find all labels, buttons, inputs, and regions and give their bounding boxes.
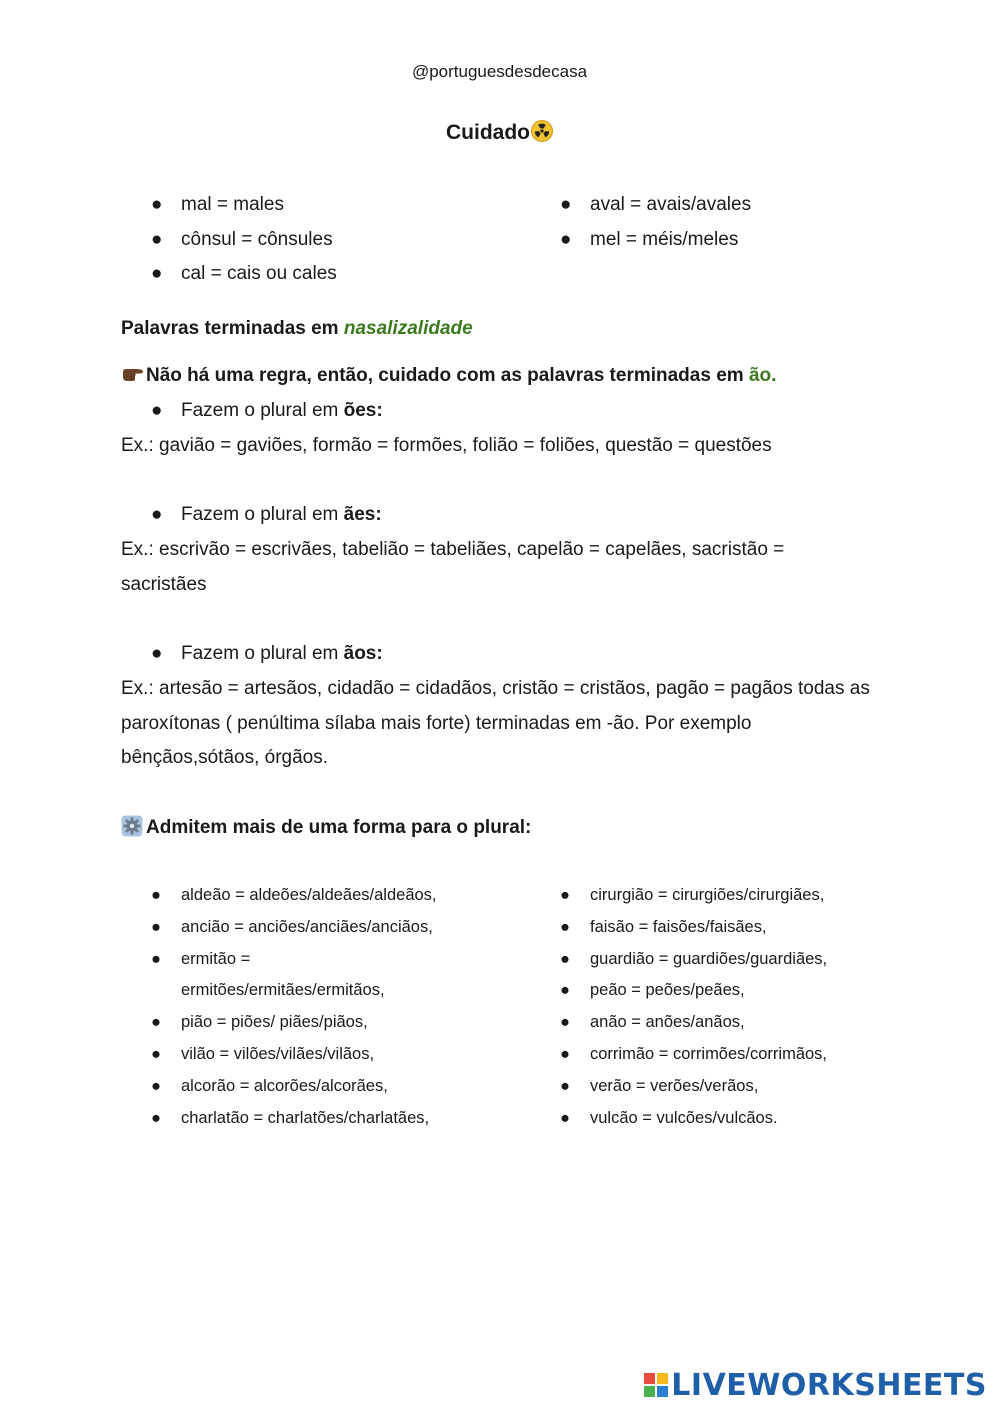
group-2-example: Ex.: escrivão = escrivães, tabelião = tabeliães, capelão = capelães, sacristão = sacristães	[121, 539, 785, 595]
list-item: ● vulcão = vulcões/vulcãos.	[560, 1108, 778, 1127]
group-1-example: Ex.: gavião = gaviões, formão = formões, folião = foliões, questão = questões	[121, 435, 772, 456]
list-item: ● Fazem o plural em ãos:	[151, 643, 383, 664]
cuidado-list-left	[121, 188, 521, 292]
list-item: ● vilão = vilões/vilães/vilãos,	[151, 1044, 375, 1063]
list-item: ● verão = verões/verãos,	[560, 1076, 759, 1095]
radioactive-icon	[531, 120, 553, 142]
nasal-heading: Palavras terminadas em nasalizalidade	[121, 318, 473, 339]
gear-icon	[121, 815, 143, 837]
admit-heading: Admitem mais de uma forma para o plural:	[121, 811, 901, 846]
list-item: ● ermitão = ermitões/ermitães/ermitãos,	[151, 949, 385, 1000]
page-title	[0, 120, 999, 145]
list-item: ● mel = méis/meles	[560, 228, 739, 250]
list-item: ● alcorão = alcorões/alcorães,	[151, 1076, 388, 1095]
list-item: ● aldeão = aldeões/aldeães/aldeãos,	[151, 886, 437, 904]
list-item: ● peão = peões/peães,	[560, 981, 745, 1000]
group-1-bullet	[121, 394, 901, 429]
list-item: ● pião = piões/ piães/piãos,	[151, 1013, 368, 1032]
list-item: ● cônsul = cônsules	[151, 228, 333, 250]
list-item: ● corrimão = corrimões/corrimãos,	[560, 1044, 828, 1063]
list-item: ● mal = males	[151, 194, 284, 215]
list-item: ● cirurgião = cirurgiões/cirurgiães,	[560, 886, 825, 904]
list-item: ● charlatão = charlatões/charlatães,	[151, 1108, 430, 1127]
list-item: ● anão = anões/anãos,	[560, 1013, 745, 1032]
title-text: Cuidado	[446, 121, 530, 144]
header-handle: @portuguesdesdecasa	[411, 62, 588, 81]
list-item: ● faisão = faisões/faisães,	[560, 917, 767, 936]
pointing-hand-icon	[121, 365, 145, 383]
group-2-bullet	[121, 498, 901, 533]
list-item: ● Fazem o plural em ões:	[151, 400, 383, 421]
list-item: ● Fazem o plural em ães:	[151, 504, 382, 525]
cuidado-list-right	[530, 188, 930, 257]
logo-mark-icon	[644, 1373, 668, 1397]
list-item: ● cal = cais ou cales	[151, 263, 337, 285]
rule-line: Não há uma regra, então, cuidado com as palavras terminadas em ão.	[121, 359, 901, 394]
group-3-example: Ex.: artesão = artesãos, cidadão = cidadãos, cristão = cristãos, pagão = pagãos todas as paroxítonas ( penúltima sílaba mais forte) terminadas em -ão. Por exemplo bênçãos,sótãos, órgãos.	[121, 678, 870, 769]
liveworksheets-logo[interactable]	[644, 1368, 987, 1402]
list-item: ● guardião = guardiões/guardiães,	[560, 949, 828, 968]
list-item: ● ancião = anciões/anciães/anciãos,	[151, 917, 433, 936]
logo-text: LIVEWORKSHEETS	[671, 1367, 987, 1403]
group-3-bullet	[121, 637, 901, 672]
list-item: ● aval = avais/avales	[560, 194, 752, 215]
admit-list-right	[530, 880, 930, 1134]
admit-list-left	[121, 880, 481, 1134]
